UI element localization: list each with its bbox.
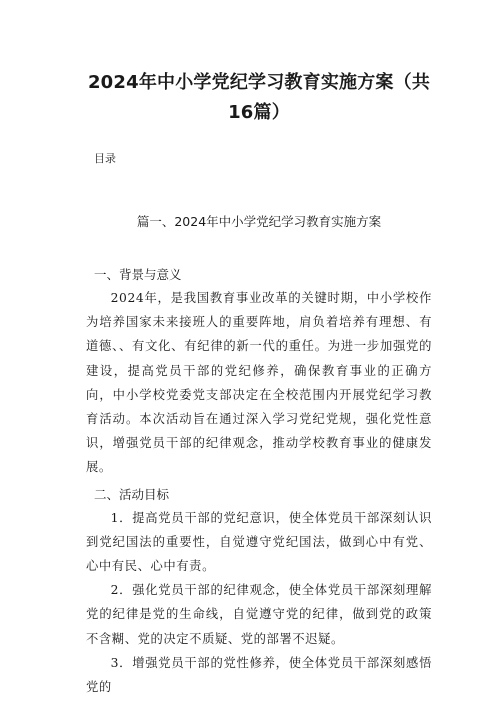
toc-label: 目录 xyxy=(94,152,116,165)
paragraph: 2024年，是我国教育事业改革的关键时期，中小学校作为培养国家未来接班人的重要阵地，肩负着培养有理想、有道德、、有文化、有纪律的新一代的重任。为进一步加强党的建设，提高党员干部的党纪修养，确保教育事业的正确方向，中小学校党委党支部决定在全校范围内开展党纪学习教育活动。本次活动旨在通过深入学习党纪党规，强化党性意识，增强党员干部的纪律观念，推动学校教育事业的健康发展。 xyxy=(86,291,432,475)
document-title xyxy=(86,68,432,128)
section-goals xyxy=(86,484,432,700)
section-heading: 一、背景与意义 xyxy=(94,267,182,282)
document-title-line-2: 16篇） xyxy=(228,102,290,123)
section-background xyxy=(86,264,432,480)
document-title-line-1: 2024年中小学党纪学习教育实施方案（共 xyxy=(87,72,431,93)
paragraph: 1．提高党员干部的党纪意识，使全体党员干部深刻认识到党纪国法的重要性，自觉遵守党纪国法，做到心中有党、心中有民、心中有责。 xyxy=(86,510,432,574)
section-heading: 二、活动目标 xyxy=(94,486,170,502)
paragraph: 3．增强党员干部的党性修养，使全体党员干部深刻感悟党的 xyxy=(86,655,432,695)
paragraph: 2．强化党员干部的纪律观念，使全体党员干部深刻理解党的纪律是党的生命线，自觉遵守党的纪律，做到党的政策不含糊、党的决定不质疑、党的部署不迟疑。 xyxy=(86,583,432,646)
chapter-title: 篇一、2024年中小学党纪学习教育实施方案 xyxy=(136,214,382,229)
